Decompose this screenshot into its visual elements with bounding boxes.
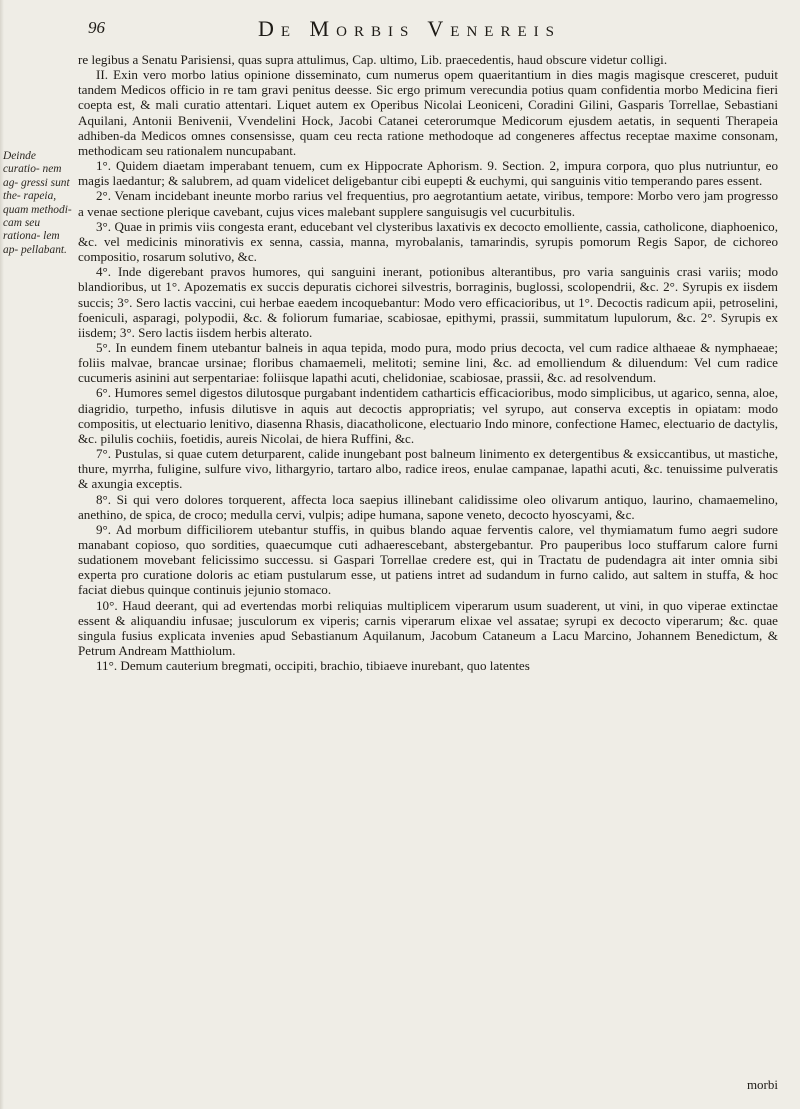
margin-note: Deinde curatio- nem ag- gressi sunt the- rapeia, quam methodi- cam seu rationa- lem ap- pellabant. bbox=[3, 150, 72, 256]
paragraph-10: 10°. Haud deerant, qui ad evertendas morbi reliquias multiplicem viperarum usum suaderent, ut vini, in quo viperae extinctae essent & aliquandiu infusae; jusculorum ex viperis; carnis viperarum elixae vel assatae; syrupi ex decocto viperarum; &c. quae singula fusius explicata invenies apud Sebastianum Aquilanum, Jacobum Cataneum a Lacu Marcino, Johannem Benedictum, & Petrum Andream Matthiolum. bbox=[78, 597, 778, 659]
catchword: morbi bbox=[746, 1077, 778, 1092]
paragraph-9: 9°. Ad morbum difficiliorem utebantur stuffis, in quibus blando aquae ferventis calore, vel thymiamatum fumo aegri sudore manabant copioso, quo sordities, quaecumque cuti adhaerescebant, abstergebantur. Pro pauperibus loco stuffarum calore furni sudationem movebant felicissimo successu. si Gaspari Torrellae credere est, qui in Tractatu de pudendagra ait inter omnia sibi experta pro curatione doloris ac etiam pustularum esse, ut patiens intret ad sudandum in furno calido, aut saltem in stuffa, & hoc faciat diebus quinque continuis jejunio stomaco. bbox=[78, 521, 778, 598]
paragraph-11: 11°. Demum cauterium bregmati, occipiti, brachio, tibiaeve inurebant, quo latentes bbox=[96, 658, 530, 674]
paragraph-3: 3°. Quae in primis viis congesta erant, educebant vel clysteribus laxativis ex decocto emolliente, cassia, catholicone, diaphoenico, &c. vel medicinis minorativis ex senna, cassia, manna, myrobalanis, tamarindis, syrupis pomorum Regis Sapor, de cichoreo compositio, rosarum solutivo, &c. bbox=[78, 218, 778, 265]
paragraph-II: II. Exin vero morbo latius opinione disseminato, cum numerus opem quaeritantium in dies magis magisque cresceret, puduit tandem Medicos officio in re tam gravi penitus deesse. Sic ergo primum verecundia potius quam confidentia morbo Medicina fieri coepta est, & mali curatio attentari. Liquet autem ex Operibus Nicolai Leoniceni, Coradini Gilini, Gasparis Torrellae, Sebastiani Aquilani, Antonii Benivenii, Vvendelini Hock, Jacobi Catanei ceterorumque Medicorum ejusdem aetatis, in sequenti Therapeia adhiben-da Medicos omnes consensisse, quam ceu recta ratione methodoque ad congeneres affectus receptae maxime consonam, methodicam seu rationalem nuncupabant. bbox=[78, 67, 778, 158]
paragraph-8: 8°. Si qui vero dolores torquerent, affecta loca saepius illinebant calidissime oleo olivarum antiquo, laurino, chamaemelino, anethino, de spica, de croco; medulla cervi, vulpis; adipe humana, sapone veneto, decocto hyoscyami, &c. bbox=[78, 491, 778, 522]
page-number: 96 bbox=[88, 18, 105, 37]
paragraph-6: 6°. Humores semel digestos dilutosque purgabant indentidem catharticis efficacioribus, modo simplicibus, ut agarico, senna, aloe, diagridio, turpetho, infusis dilutisve in aquis aut decoctis appropriatis; vel syrupo, aut conserva exceptis in opiatam: modo compositis, ut electuario lenitivo, diasenna Rhasis, diacatholicone, electuario Indo minore, confectione Hamec, electuario de dactylis, &c. pilulis cochiis, foetidis, aureis Nicolai, de hiera Ruffini, &c. bbox=[78, 385, 778, 446]
paragraph-2: 2°. Venam incidebant ineunte morbo rarius vel frequentius, pro aegrotantium aetate, viribus, tempore: Morbo vero jam progresso a venae sectione plerique cavebant, cujus vices malebant supplere sanguisugis vel cucurbitulis. bbox=[78, 188, 778, 219]
running-title: De Morbis Venereis bbox=[258, 16, 561, 41]
paragraph-1: 1°. Quidem diaetam imperabant tenuem, cum ex Hippocrate Aphorism. 9. Section. 2, impura corpora, quo plus nutriuntur, eo magis laedantur; & salubrem, ad quam videlicet deligebantur cibi eupepti & euchymi, qui sanguinis vitio temperando pares essent. bbox=[78, 158, 778, 189]
page-header bbox=[88, 10, 770, 46]
paragraph-7: 7°. Pustulas, si quae cutem deturparent, calide inungebant post balneum linimento ex detergentibus & exsiccantibus, ut mastiche, thure, myrrha, fuligine, sulfure vivo, lithargyrio, tartaro albo, radice ireos, enulae campanae, lapathi acuti, &c. tenuissime pulveratis & axungia exceptis. bbox=[78, 446, 778, 492]
paragraph-4: 4°. Inde digerebant pravos humores, qui sanguini inerant, potionibus alterantibus, pro varia sanguinis crasi variis; modo blandioribus, ut 1°. Apozematis ex succis depuratis cichorei silvestris, borraginis, buglossi, scolopendrii, &c. 2°. Syrupis ex iisdem succis; 3°. Sero lactis vaccini, cui herbae eaedem incoquebantur: Modo vero efficacioribus, ut 1°. Decoctis radicum apii, petroselini, foeniculi, asparagi, polypodii, &c. & foliorum fumariae, scabiosae, epithymi, prassii, summitatum lupulorum, &c. 2°. Syrupis ex iisdem; 3°. Sero lactis iisdem herbis alterato. bbox=[78, 264, 778, 340]
main-text bbox=[78, 52, 778, 673]
paragraph-5: 5°. In eundem finem utebantur balneis in aqua tepida, modo pura, modo prius decocta, vel cum radice althaeae & nymphaeae; foliis malvae, brancae ursinae; floribus chamaemeli, melitoti; semine lini, &c. ad emolliendum & diluendum: Vel cum radice cucumeris asinini aut serpentariae: foliisque lapathi acuti, chelidoniae, scabiosae, prassii, &c. ad resolvendum. bbox=[78, 339, 778, 386]
paragraph-intro: re legibus a Senatu Parisiensi, quas supra attulimus, Cap. ultimo, Lib. praecedentis, haud obscure videtur colligi. bbox=[78, 52, 668, 67]
